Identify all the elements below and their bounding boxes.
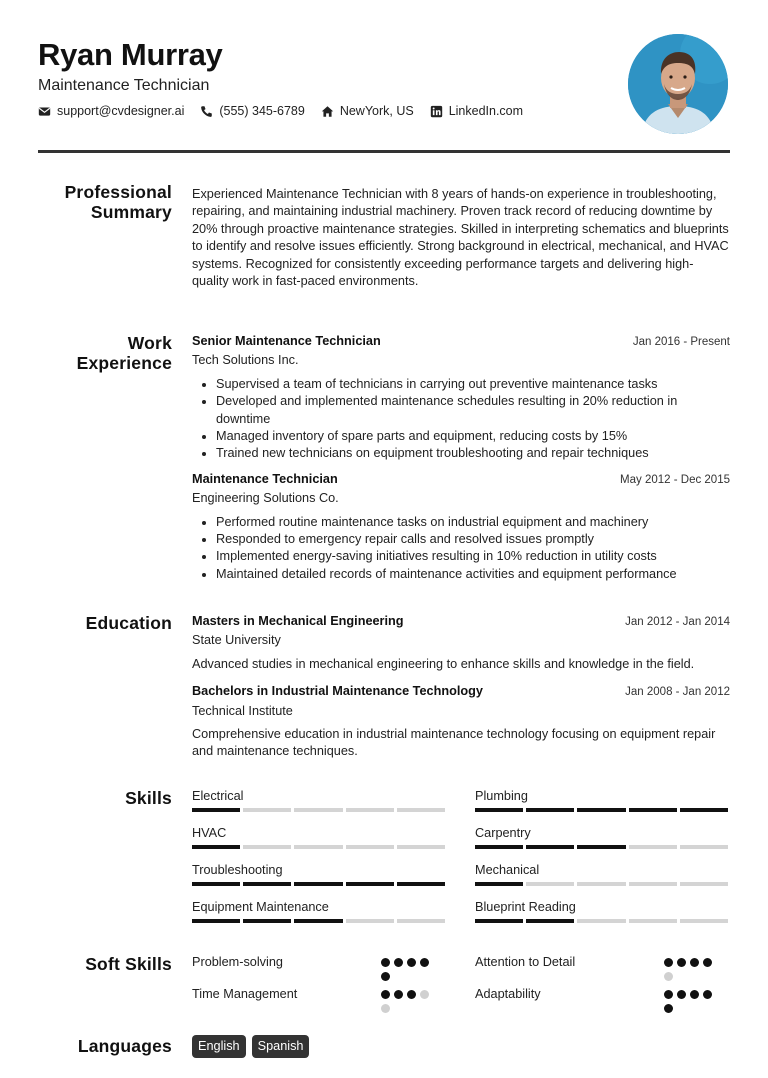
soft-skill-dot (420, 958, 429, 967)
contact-row (38, 104, 730, 118)
skill-level-segment (629, 845, 677, 849)
skill-level-segment (397, 919, 445, 923)
skill-level-bar (475, 919, 728, 923)
job-entry (192, 333, 730, 463)
soft-skill-dot (703, 958, 712, 967)
contact-email-text: support@cvdesigner.ai (57, 104, 185, 118)
skill-level-segment (294, 882, 342, 886)
home-icon (321, 105, 334, 118)
phone-icon (200, 105, 213, 118)
skills-section (38, 788, 730, 928)
experience-heading-line2: Experience (76, 353, 172, 373)
education-heading: Education (85, 613, 172, 633)
skill-level-segment (243, 919, 291, 923)
profile-photo-illustration (628, 34, 728, 134)
skill-level-segment (526, 882, 574, 886)
skill-name: Mechanical (475, 863, 540, 877)
skill-name: Electrical (192, 789, 244, 803)
job-bullet: • Performed routine maintenance tasks on industrial equipment and machinery (216, 514, 730, 531)
skill-item (192, 825, 445, 849)
languages-section (38, 1035, 730, 1061)
soft-skill-dots (381, 958, 437, 981)
experience-section (38, 333, 730, 593)
skill-level-bar (475, 808, 728, 812)
skill-level-segment (629, 882, 677, 886)
skill-level-bar (192, 919, 445, 923)
contact-phone[interactable] (200, 104, 304, 118)
skill-item (475, 825, 728, 849)
soft-skill-dot (407, 958, 416, 967)
soft-skill-item (475, 986, 728, 1026)
header-divider (38, 150, 730, 153)
job-role: Senior Maintenance Technician (192, 334, 381, 348)
skill-level-segment (577, 808, 625, 812)
skill-level-segment (397, 845, 445, 849)
education-description: Advanced studies in mechanical engineering to enhance skills and knowledge in the field. (192, 656, 695, 671)
job-dates: Jan 2016 - Present (632, 336, 730, 348)
education-entry (192, 613, 730, 673)
skill-level-segment (475, 882, 523, 886)
skill-item (475, 788, 728, 812)
soft-skill-dot (690, 990, 699, 999)
soft-skill-dot (381, 990, 390, 999)
skill-level-segment (526, 808, 574, 812)
skill-level-segment (294, 808, 342, 812)
education-degree: Masters in Mechanical Engineering (192, 614, 404, 628)
skill-level-segment (346, 919, 394, 923)
skills-heading: Skills (125, 788, 172, 808)
languages-heading: Languages (77, 1036, 172, 1056)
soft-skill-dot (394, 958, 403, 967)
skill-level-segment (680, 845, 728, 849)
job-bullets (192, 376, 730, 463)
job-entry (192, 471, 730, 583)
skill-level-segment (192, 845, 240, 849)
soft-skill-name: Time Management (192, 987, 298, 1001)
education-dates: Jan 2008 - Jan 2012 (625, 686, 730, 699)
soft-skill-name: Attention to Detail (475, 955, 576, 969)
soft-skill-dot (394, 990, 403, 999)
job-role: Maintenance Technician (192, 471, 338, 486)
experience-heading-line1: Work (127, 333, 172, 353)
skill-level-segment (680, 882, 728, 886)
skill-level-segment (346, 845, 394, 849)
resume-header (38, 36, 730, 118)
skill-level-segment (577, 882, 625, 886)
soft-skill-dot (703, 990, 712, 999)
soft-skill-dot (664, 958, 673, 967)
summary-section (38, 182, 730, 312)
summary-text: Experienced Maintenance Technician with 8 years of hands-on experience in troubleshooting, repairing, and maintaining industrial machinery. Proven track record of reducing downtime by 20% through proactive maintenance strategies. Skilled in interpreting schematics and blueprints to identify and resolve issues efficiently. Strong background in electrical, mechanical, and HVAC systems. Recognized for consistently exceeding performance targets and delivering high-quality work in fast-paced environments. (192, 187, 729, 289)
summary-heading-line1: Professional (64, 182, 172, 202)
skill-level-segment (475, 919, 523, 923)
contact-email[interactable] (38, 104, 184, 118)
skill-item (192, 862, 445, 886)
soft-skill-dot (381, 958, 390, 967)
job-bullet: • Developed and implemented maintenance schedules resulting in 20% reduction in downtime (216, 393, 730, 428)
soft-skills-heading: Soft Skills (85, 954, 172, 974)
education-description: Comprehensive education in industrial maintenance technology focusing on equipment repair and maintenance techniques. (192, 727, 716, 759)
skill-level-segment (192, 882, 240, 886)
skill-level-segment (346, 808, 394, 812)
contact-phone-text: (555) 345-6789 (219, 104, 305, 118)
contact-location-text: NewYork, US (339, 104, 414, 118)
job-bullet: • Managed inventory of spare parts and equipment, reducing costs by 15% (216, 428, 730, 445)
skill-level-segment (397, 882, 445, 886)
skill-name: Plumbing (475, 789, 528, 803)
skills-grid (192, 788, 730, 928)
skill-item (192, 899, 445, 923)
skill-name: Equipment Maintenance (192, 900, 329, 914)
soft-skill-dot (381, 1004, 390, 1013)
soft-skill-dots (381, 990, 437, 1013)
soft-skill-dots (664, 958, 720, 981)
skill-level-bar (192, 808, 445, 812)
envelope-icon (38, 105, 51, 118)
job-bullet: • Trained new technicians on equipment troubleshooting and repair techniques (216, 445, 730, 462)
soft-skill-dot (407, 990, 416, 999)
language-chip: Spanish (252, 1035, 310, 1058)
skill-level-segment (397, 808, 445, 812)
soft-skills-section (38, 954, 730, 1024)
soft-skill-dot (420, 990, 429, 999)
linkedin-icon (430, 105, 443, 118)
education-section (38, 613, 730, 763)
skill-level-segment (577, 919, 625, 923)
skill-level-segment (475, 808, 523, 812)
skill-item (475, 862, 728, 886)
candidate-title: Maintenance Technician (38, 77, 210, 94)
skill-name: Troubleshooting (192, 863, 283, 877)
skill-level-segment (680, 808, 728, 812)
skill-level-segment (577, 845, 625, 849)
soft-skills-grid (192, 954, 730, 1024)
soft-skill-dots (664, 990, 720, 1013)
soft-skill-dot (677, 958, 686, 967)
skill-level-segment (294, 919, 342, 923)
skill-level-segment (526, 845, 574, 849)
skill-item (192, 788, 445, 812)
skill-level-segment (192, 808, 240, 812)
skill-level-segment (680, 919, 728, 923)
skill-level-segment (243, 882, 291, 886)
soft-skill-name: Problem-solving (192, 955, 283, 969)
job-company: Tech Solutions Inc. (192, 353, 299, 368)
language-chip: English (192, 1035, 246, 1058)
skill-level-segment (629, 919, 677, 923)
skill-level-segment (346, 882, 394, 886)
skill-level-segment (243, 808, 291, 812)
skill-level-bar (475, 845, 728, 849)
skill-level-segment (526, 919, 574, 923)
languages-list (192, 1035, 730, 1058)
job-bullet: • Implemented energy-saving initiatives resulting in 10% reduction in utility costs (216, 548, 730, 565)
contact-linkedin-text: LinkedIn.com (448, 104, 524, 118)
skill-level-segment (294, 845, 342, 849)
experience-heading (38, 333, 172, 373)
job-dates: May 2012 - Dec 2015 (620, 473, 730, 486)
experience-list (192, 333, 730, 591)
skill-level-bar (475, 882, 728, 886)
education-dates: Jan 2012 - Jan 2014 (625, 616, 730, 628)
education-degree: Bachelors in Industrial Maintenance Technology (192, 684, 483, 699)
soft-skill-dot (664, 1004, 673, 1013)
soft-skill-item (192, 986, 445, 1026)
skill-level-segment (475, 845, 523, 849)
summary-heading-line2: Summary (90, 202, 172, 222)
job-bullet: • Maintained detailed records of maintenance activities and equipment performance (216, 566, 730, 583)
skill-name: Carpentry (475, 826, 531, 840)
education-list (192, 613, 730, 769)
job-bullets (192, 514, 730, 584)
job-bullet: • Supervised a team of technicians in carrying out preventive maintenance tasks (216, 376, 730, 393)
skill-level-segment (192, 919, 240, 923)
skill-name: Blueprint Reading (475, 900, 576, 914)
education-school: State University (192, 633, 281, 648)
job-company: Engineering Solutions Co. (192, 491, 339, 506)
soft-skill-dot (690, 958, 699, 967)
job-bullet: • Responded to emergency repair calls and resolved issues promptly (216, 531, 730, 548)
education-entry (192, 683, 730, 761)
contact-linkedin[interactable] (430, 104, 523, 118)
candidate-name: Ryan Murray (38, 37, 223, 72)
summary-heading (38, 182, 172, 222)
skill-name: HVAC (192, 826, 227, 840)
skill-level-segment (243, 845, 291, 849)
skill-level-bar (192, 882, 445, 886)
soft-skill-dot (381, 972, 390, 981)
skill-level-segment (629, 808, 677, 812)
education-school: Technical Institute (192, 703, 293, 718)
soft-skill-dot (664, 972, 673, 981)
skill-item (475, 899, 728, 923)
soft-skill-dot (677, 990, 686, 999)
soft-skill-name: Adaptability (475, 987, 541, 1001)
skill-level-bar (192, 845, 445, 849)
soft-skill-dot (664, 990, 673, 999)
contact-location (321, 104, 414, 118)
profile-photo (628, 34, 728, 134)
